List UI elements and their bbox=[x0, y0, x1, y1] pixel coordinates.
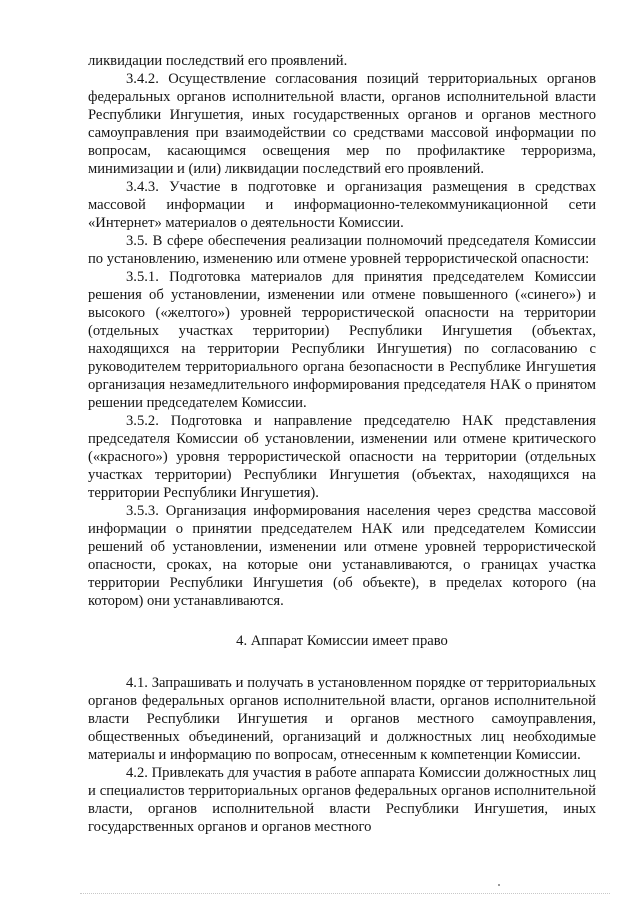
paragraph-3-5: 3.5. В сфере обеспечения реализации полномочий председателя Комиссии по установлению, изменению или отмене уровней террористической опасности: bbox=[88, 233, 596, 267]
section-heading-4: 4. Аппарат Комиссии имеет право bbox=[236, 633, 448, 649]
paragraph-4-2: 4.2. Привлекать для участия в работе аппарата Комиссии должностных лиц и специалистов территориальных органов федеральных органов исполнительной власти, органов исполнительной власти Республики Ингушетия, иных государственных органов и органов местного bbox=[88, 765, 596, 835]
paragraph-3-5-3: 3.5.3. Организация информирования населения через средства массовой информации о принятии председателем НАК или председателем Комиссии решений об установлении, изменении или отмене уровней террористической опасности, сроках, на которые они устанавливаются, о границах участка территории Республики Ингушетия (об объекте), в пределах которого (на котором) они устанавливаются. bbox=[88, 503, 596, 609]
scan-bottom-edge bbox=[80, 893, 610, 900]
paragraph-3-5-1: 3.5.1. Подготовка материалов для принятия председателем Комиссии решения об установлении, изменении или отмене повышенного («синего») и высокого («желтого») уровней террористической опасности на территории (отдельных участках территории) Республики Ингушетия (объектах, находящихся на территории Республики Ингушетия) по согласованию с руководителем территориального органа безопасности в Республике Ингушетия организация незамедлительного информирования председателя НАК о принятом решении председателем Комиссии. bbox=[88, 269, 596, 411]
paragraph-continuation: ликвидации последствий его проявлений. bbox=[88, 53, 348, 69]
scan-speck bbox=[498, 884, 500, 886]
paragraph-3-4-2: 3.4.2. Осуществление согласования позиций территориальных органов федеральных органов исполнительной власти, органов исполнительной власти Республики Ингушетия, иных государственных органов и органов местного самоуправления при взаимодействии со средствами массовой информации по вопросам, касающимся освещения мер по профилактике терроризма, минимизации и (или) ликвидации последствий его проявлений. bbox=[88, 71, 596, 177]
paragraph-3-4-3: 3.4.3. Участие в подготовке и организация размещения в средствах массовой информации и информационно-телекоммуникационной сети «Интернет» материалов о деятельности Комиссии. bbox=[88, 179, 596, 231]
paragraph-3-5-2: 3.5.2. Подготовка и направление председателю НАК представления председателя Комиссии об установлении, изменении или отмене критического («красного») уровня террористической опасности на территории (отдельных участках территории) Республики Ингушетия (объектах, находящихся на территории Республики Ингушетия). bbox=[88, 413, 596, 501]
paragraph-4-1: 4.1. Запрашивать и получать в установленном порядке от территориальных органов федеральных органов исполнительной власти, органов исполнительной власти Республики Ингушетия и органов местного самоуправления, общественных объединений, организаций и должностных лиц необходимые материалы и информацию по вопросам, отнесенным к компетенции Комиссии. bbox=[88, 675, 596, 763]
document-body bbox=[88, 52, 596, 836]
